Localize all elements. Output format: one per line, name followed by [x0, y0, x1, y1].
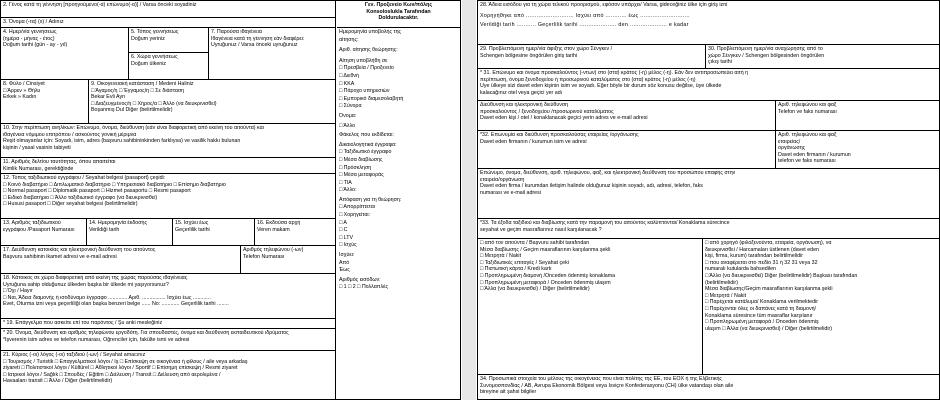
field-32-phone-label-tr: Davet eden firmanın / kurumun — [778, 151, 851, 158]
side-supporting-docs: Δικαιολογητικά έγγραφα: — [339, 141, 397, 148]
consulate-header — [337, 1, 460, 28]
field-14-issue-date[interactable] — [87, 219, 173, 246]
field-12-options-2: □ Ειδικό διαβατήριο □ Άλλο ταξιδιωτικό έγγραφο (να διευκρινισθεί) — [3, 194, 158, 201]
field-7-sub: Ιθαγένεια κατά τη γέννηση εάν διαφέρει: — [211, 35, 305, 42]
field-29-label-tr: Schengen bölgesine öngörülen giriş tarihi — [480, 52, 578, 59]
field-8-label: 8. Φύλο / Cinsiyet — [3, 81, 45, 87]
field-33-cost-coverage — [478, 219, 939, 239]
consulate-header-line-1: Γεν. Προξενείο Κων/πόλης — [364, 2, 433, 8]
field-33-sponsor-all-costs-tr: Konaklama süresince tüm masraflar karşılanır — [705, 312, 813, 319]
field-31-phone-label: Αριθ. τηλεφώνου και φαξ — [778, 102, 837, 108]
side-file: Φάκελος που εκδίδεται: — [339, 132, 394, 139]
field-17-home-address[interactable] — [1, 246, 241, 274]
field-32-phone-label-3: οργάνωσης — [778, 145, 806, 152]
field-33-sponsor-cash[interactable]: □ Μετρητά / Nakit — [705, 292, 747, 299]
field-33-applicant-prepaid-stay[interactable]: □ Προπληρωμένη διαμονή /Önceden ödenmiş konaklama — [480, 272, 616, 279]
field-17-label-tr: Başvuru sahibinin ikamet adresi ve e-mail adresi — [3, 253, 117, 260]
field-33-label-tr: seyahat ve geçim masraflarınız nasıl karşılanacak ? — [480, 226, 602, 233]
field-9-options-2: □ Διαζευγμένος/η □ Χήρος/α □ Άλλο (να διευκρινισθεί) — [91, 100, 217, 107]
field-19-occupation[interactable] — [1, 319, 335, 329]
side-name: Όνομα: — [339, 112, 357, 119]
field-21-options-4: Havaalanı transit □ Άλλο / Diğer (belirtilmelidir) — [3, 378, 113, 385]
field-30-label-tr-2: çıkış tarihi — [708, 59, 732, 66]
field-21-label: 21. Κύριος (-οι) λόγος (-οι) ταξιδιού (-ων) / Seyahat amacınız — [3, 352, 146, 358]
side-submitted-at: Αίτηση υποβλήθη σε — [339, 57, 388, 64]
field-31-address-label-2: προσκαλούντος / ξενοδοχείου /προσωρινού καταλύματος — [480, 108, 614, 115]
field-15-valid-until[interactable] — [173, 219, 255, 246]
field-33-sponsor-option-3: kişi, firma, kurum) tarafından belirtilmelidir — [705, 253, 804, 260]
side-doc-travel[interactable]: □ Ταξιδιωτικό έγγραφο — [339, 149, 392, 156]
field-12-label: 12. Τύπος ταξιδιωτικού εγγράφου / Seyahat belgesi (pasaport) çeşidi: — [3, 175, 166, 181]
field-32-label: *32. Επωνυμία και διεύθυνση προσκαλούσας εταιρείας /οργάνωσης — [480, 132, 639, 138]
field-2-label: 2. Γένος κατά τη γέννηση [προηγούμενο(-α) επώνυμο(-α)] / Varsa önceki soyadiniz — [3, 2, 197, 8]
field-18-residence[interactable] — [1, 274, 335, 319]
field-33-by-sponsor[interactable] — [703, 239, 939, 375]
field-4-birth-date[interactable] — [1, 28, 129, 80]
field-31-address-label: Διεύθυνση και ηλεκτρονική διεύθυνση — [480, 102, 569, 108]
form-page-2 — [477, 0, 940, 400]
field-32-contact-label: Επώνυμο, όνομα, διεύθυνση, αριθ. τηλεφώνου, φαξ, και ηλεκτρονική διεύθυνση του προσώπου επαφής στην — [480, 170, 736, 176]
field-32-contact-person[interactable] — [478, 169, 939, 219]
field-31-label-tr-2: kalacağınız otel veya geçici yer adı — [480, 89, 563, 96]
field-32-phone-label-2: εταιρείας/ — [778, 138, 801, 145]
field-15-label-tr: Geçerlilik tarihi — [175, 226, 210, 233]
field-12-options-1-tr: □ Normal pasaport □ Diplomatik pasaport □ Hizmet pasaportu □ Resmi pasaport — [3, 188, 191, 195]
field-20-employer[interactable] — [1, 329, 335, 351]
field-4-label: 4. Ημερ/νία γεννήσεως — [3, 29, 57, 35]
page-gap — [462, 0, 476, 400]
field-8-options: □ Άρρεν » Θήλυ — [3, 87, 41, 94]
field-14-label: 14. Ημερομηνία έκδοσης — [89, 220, 147, 226]
field-12-options-1: □ Κοινό διαβατήριο □ Διπλωματικό διαβατήριο □ Υπηρεσιακό διαβατήριο □ Επίσημο διαβατήριο — [3, 181, 226, 188]
side-opt-refused[interactable]: □ Απορρίπτεται — [339, 204, 376, 211]
side-submission-date-2: αίτησης: — [339, 36, 359, 43]
field-3-first-name[interactable] — [1, 18, 335, 28]
side-opt-valid[interactable]: □ Ισχύς — [339, 242, 357, 249]
field-16-issuing-authority[interactable] — [255, 219, 335, 246]
field-34-eu-family-member[interactable] — [478, 375, 939, 400]
field-10-label-tr-2: kişinin / yasal vasinin tabiyeti — [3, 144, 71, 151]
field-10-label-1: 10. Στην περίπτωση ανηλίκων: Επώνυμο, όνομα, διεύθυνση (εάν είναι διαφορετική από εκείνη του αιτούντα) και — [3, 125, 264, 131]
field-30-label-tr-1: χώρο Σένγκεν / Schengen bölgesinden öngörülen — [708, 52, 825, 59]
field-33-applicant-cheques[interactable]: □ Ταξιδιωτικές επιταγές / Seyahat çeki — [480, 259, 569, 266]
field-28-issued-by: Χορηγήθηκε από ........................... Ισχύει από ............ έως ............................ — [480, 12, 690, 19]
field-6-label-tr: Doğum ülkeniz — [131, 60, 167, 67]
field-33-sponsor-option[interactable]: □ από χορηγό (φιλοξενούντα, εταιρεία, οργάνωση), να — [705, 240, 832, 246]
field-18-option-yes-tr: Evet, Oturma izni veya geçerliliği olan başka benzeri belge ...... No: ............ Geçerlilik tarihi ........ — [3, 301, 229, 308]
field-5-label-tr: Doğum yeriniz — [131, 35, 165, 42]
field-19-label: * 19. Επάγγελμα που ασκείτε επί του παρόντος / Şu anki mesleğiniz — [3, 320, 163, 326]
field-31-phone-label-tr: Telefon ve faks numarası — [778, 108, 837, 115]
field-8-options-tr: Erkek » Kadın — [3, 94, 37, 101]
field-30-label: 30. Προβλεπόμενη ημερ/νία αναχώρησης από το — [708, 46, 823, 52]
field-32-phone-label-tr-2: telefon ve faks numarası — [778, 158, 836, 165]
field-33-sponsor-field-ref-2: numaralı kutularda bahsedilen — [705, 266, 776, 273]
field-18-option-yes: □ Ναι, Άδεια διαμονής ή ισοδύναμο έγγραφο ............. Αριθ. ................ Ισχύει έως ............ — [3, 294, 211, 301]
side-opt-intermediary[interactable]: □ Εμπορικό διαμεσολαβητή — [339, 95, 404, 102]
field-32-inviting-company[interactable] — [478, 131, 776, 169]
consulate-header-line-2: Konsoloslukla Tarafından — [366, 8, 431, 15]
side-opt-kka[interactable]: □ ΚΚΑ — [339, 80, 355, 87]
field-32-label-tr: Davet eden firmanın / kurumun isim ve adresi — [480, 138, 587, 145]
field-33-sponsor-prepaid-transport[interactable]: □ Προπληρωμένη μεταφορά / Önceden ödenmiş — [705, 319, 819, 326]
field-28-issued-by-tr: Verildiği tarih ........... Geçerlilik tarihi ..................... den ..................... e kadar — [480, 22, 689, 29]
field-33-sponsor-other-2: (belirtilmelidir) — [705, 279, 738, 286]
consulate-header-line-3: Doldurulacaktır. — [378, 15, 419, 22]
consulate-fields — [337, 28, 460, 293]
field-5-birth-place[interactable] — [129, 28, 209, 53]
field-33-applicant-card[interactable]: □ Πιστωτική κάρτα / Kredi kartı — [480, 266, 552, 273]
field-18-label: 18. Κάτοικος σε χώρα διαφορετική από εκείνη της χώρας παρούσας ιθαγένειας — [3, 275, 188, 281]
field-21-options-2: ziyareti □ Πολιτιστικοί λόγοι / Kültürel □ Αθλητικοί λόγοι / Sportif □ Επίσημη επίσκεψη / Resmi ziyaret — [3, 365, 238, 372]
field-33-applicant-other[interactable]: □ Άλλα (να διευκρινισθεί) / Diğer (belirtilmelidir) — [480, 286, 590, 293]
field-21-travel-purpose[interactable] — [1, 351, 335, 400]
field-10-label-tr-1: Reşit olmayanlar için: Soyadı, isim, adres (başvuru sahibininkinden farklıysa) ve vasilik hakkı bulunan — [3, 138, 241, 145]
side-doc-transport[interactable]: □ Μέσα μεταφοράς — [339, 172, 384, 179]
field-33-label: *33. Τα έξοδα ταξιδιού και διαβίωσης κατά την παραμονή του αιτούντος καλύπτονται/ Konaklama sürecince — [480, 220, 730, 226]
field-3-label: 3. Όνομα (-τα) (x) / Adınız — [3, 19, 64, 25]
field-20-label: * 20. Όνομα, διεύθυνση και αριθμός τηλεφώνου εργοδότη. Για σπουδαστές, όνομα και διεύθυνση εκπαιδευτικού ιδρύματος — [3, 330, 289, 336]
field-34-label-tr-2: bireyine ait şahsi bilgiler — [480, 389, 537, 396]
field-20-label-tr: *İşverenin isim adres ve telefon numarası, Öğrenciler için, fakülte ismi ve adresi — [3, 336, 190, 343]
field-17-label: 17. Διεύθυνση κατοικίας και ηλεκτρονική διεύθυνση του αιτούντος — [3, 247, 156, 253]
side-opt-ltv[interactable]: □ LTV — [339, 234, 353, 241]
side-opt-c[interactable]: □ C — [339, 227, 348, 234]
field-9-options-1: □ Άγαμος/η □ Έγγαμος/η □ Σε διάσταση — [91, 87, 185, 94]
field-11-label: 11. Αριθμός δελτίου ταυτότητας, όπου απαιτείται — [3, 159, 116, 165]
field-18-label-tr: Uyruğuna sahip olduğunuz ülkeden başka bir ülkede mi yaşıyorsunuz? — [3, 281, 169, 288]
field-7-nationality[interactable] — [209, 28, 335, 80]
field-17-phone-label-tr: Telefon Numarası — [243, 253, 285, 260]
field-33-applicant-option[interactable]: □ από τον αιτούντα / Başvuru sahibi tarafından — [480, 240, 590, 246]
field-16-label: 16. Εκδούσα αρχή — [257, 220, 301, 226]
field-13-label-tr: εγγράφου /Pasaport Numarası — [3, 226, 75, 233]
field-31-label-1: * 31. Επώνυμο και όνομα προσκαλούντος (-ντων) στο (στα) κράτος (-η) μέλος (-η). Εάν δεν αντιπροσωπεύει αιτή η — [480, 70, 749, 76]
field-12-travel-document-type[interactable] — [1, 174, 335, 219]
field-33-applicant-cash[interactable]: □ Μετρητά / Nakit — [480, 253, 522, 260]
field-17-phone[interactable] — [241, 246, 335, 274]
side-from: Από — [339, 259, 350, 266]
field-31-address-label-tr: Davet eden kişi / otel / konaklanacak geçici yerin adres ve e-mail adresi — [480, 115, 648, 122]
field-33-sponsor-other[interactable]: □ Άλλο (να διευκρινισθεί) Diğer (belirtilmelidir) Başkası tarafından — [705, 272, 858, 279]
field-33-sponsor-other-means[interactable]: ulaşım □ Άλλα (να διευκρινισθεί) / Diğer (belirtilmelidir) — [705, 325, 833, 332]
field-14-label-tr: Verildiği tarih — [89, 226, 120, 233]
side-doc-tia[interactable]: □ ΤΙΑ — [339, 179, 352, 186]
side-doc-means[interactable]: □ Μέσα διαβίωσης — [339, 156, 383, 163]
side-application-number: Αριθ. αίτησης θεώρησης: — [339, 47, 398, 54]
field-6-label: 6. Χώρα γεννήσεως — [131, 54, 178, 60]
field-9-options-1-tr: Bekar Evli Ayrı — [91, 94, 126, 101]
field-7-label-tr: Uyruğunuz / Varsa önceki uyruğunuz — [211, 42, 298, 49]
field-32-contact-label-2: εταιρεία/οργάνωση — [480, 176, 525, 183]
field-31-inviter-phone[interactable] — [776, 101, 939, 131]
field-11-id-number[interactable] — [1, 158, 335, 174]
field-28-label: 28. Άδεια εισόδου για τη χώρα τελικού προορισμού, εφόσον υπάρχει/ Varsa, gideceğiniz ülke için giriş izni — [480, 2, 728, 8]
field-8-sex[interactable] — [1, 80, 89, 124]
field-13-passport-number[interactable] — [1, 219, 87, 246]
field-32-company-phone[interactable] — [776, 131, 939, 169]
field-33-applicant-prepaid-transport[interactable]: □ Προπληρωμένη μεταφορά / Önceden ödenmiş ulaşım — [480, 279, 611, 286]
field-15-label: 15. Ισχύει έως — [175, 220, 209, 226]
field-30-departure-date[interactable] — [706, 45, 939, 69]
field-33-by-applicant[interactable] — [478, 239, 703, 375]
side-opt-other[interactable]: □ Άλλο — [339, 122, 356, 129]
side-opt-border[interactable]: □ Σύνορα — [339, 103, 362, 110]
field-31-inviting-person[interactable] — [478, 69, 939, 101]
field-32-phone-label: Αριθ. τηλεφώνου και φαξ — [778, 132, 837, 138]
field-16-label-tr: Veren makam — [257, 226, 290, 233]
field-5-label: 5. Τόπος γεννήσεως — [131, 29, 179, 35]
field-32-contact-label-tr: Davet eden firma / kurumdan iletişim halinde olduğunuz kişinin soyadı, adı, adresi, telefon, faks — [480, 183, 703, 190]
side-doc-invitation[interactable]: □ Πρόσκληση — [339, 164, 372, 171]
field-33-sponsor-field-ref[interactable]: □ που αναφέρεται στο πεδίο 31 ή 32 31 veya 32 — [705, 259, 818, 266]
field-4-label-tr: Doğum tarihi (gün - ay - yıl) — [3, 42, 68, 49]
field-13-label: 13. Αριθμός ταξιδιωτικού — [3, 220, 61, 226]
side-opt-international[interactable]: □ Διεθνή — [339, 72, 359, 79]
field-28-entry-permit[interactable] — [478, 1, 939, 45]
field-9-label: 9. Οικογενειακή κατάσταση / Medeni Haliniz — [91, 81, 194, 87]
field-33-sponsor-all-costs[interactable]: □ Παρέχονται όλες οι δαπάνες κατά τη διαμονή/ — [705, 305, 817, 312]
field-17-phone-label: Αριθμός τηλεφώνου (-ων) — [243, 247, 304, 253]
field-31-label-tr-1: Üye ülkeye sizi davet eden kişinin isim ve soyadı. Eğer böyle bir durum söz konusu değilse, üye ülkede — [480, 83, 722, 90]
field-31-inviter-address[interactable] — [478, 101, 776, 131]
side-opt-embassy[interactable]: □ Πρεσβεία / Προξενείο — [339, 65, 394, 72]
field-32-contact-label-tr-2: numarası ve e-mail adresi — [480, 189, 541, 196]
field-4-format: (ημέρα - μήνας - έτος) — [3, 35, 55, 42]
field-34-label-tr: Συνομοσπονδίας / AB, Avrupa Ekonomik Bölgesi veya İsviçre Konfederasyonu (CH) ülke vatandaşı olan aile — [480, 382, 734, 389]
side-submission-date: Ημερομηνία υποβολής της — [339, 29, 402, 35]
field-21-options-1: □ Τουρισμός / Turistik □ Επαγγελματικοί λόγοι / Iş □ Επίσκεψη σε οικογένεια ή φίλους / aile veya arkadaş — [3, 358, 248, 365]
field-9-options-2-tr: Boşanmış Dul Diğer (belirtilmelidir) — [91, 107, 173, 114]
field-2-birth-surname[interactable] — [1, 1, 335, 18]
field-29-arrival-date[interactable] — [478, 45, 706, 69]
side-entries: Αριθμός εισόδων: — [339, 276, 381, 283]
field-10-label-2: ιθαγένεια νόμιμου επιτρόπου / ασκούντος γονική μέριμνα — [3, 131, 137, 138]
field-18-option-no: □ Όχι / Hayır — [3, 288, 33, 295]
field-7-label: 7. Παρούσα ιθαγένεια — [211, 29, 262, 35]
field-11-label-tr: Kimlik Numarası, gerektiğinde — [3, 165, 74, 172]
side-opt-service-provider[interactable]: □ Πάροχο υπηρεσιών — [339, 88, 390, 95]
applicant-section — [1, 1, 336, 399]
consulate-use-panel — [337, 1, 460, 399]
field-21-options-3: □ Ιατρικοί λόγοι / Sağlık □ Σπουδές / Eğitim □ Διέλευση / Transit □ Διέλευση από αερολιμένα / — [3, 371, 221, 378]
side-opt-a[interactable]: □ A — [339, 219, 347, 226]
field-33-sponsor-accommodation[interactable]: □ Παρέχεται κατάλυμα/ Konaklama verilmektedir — [705, 299, 818, 306]
side-opt-issued[interactable]: □ Χορηγείται: — [339, 212, 371, 219]
side-entries-options[interactable]: □ 1 □ 2 □ Πολλαπλές — [339, 284, 389, 291]
form-page-1 — [0, 0, 461, 400]
field-29-label: 29. Προβλεπόμενη ημερ/νία άφιξης στον χώρο Σένγκεν / — [480, 46, 613, 52]
side-doc-other[interactable]: □ Άλλο: — [339, 187, 357, 194]
field-6-birth-country[interactable] — [129, 53, 209, 80]
field-12-options-2-tr: □ Hususi pasaport □ Diğer seyahat belgesi (belirtilmelidir) — [3, 201, 138, 208]
side-visa-decision: Απόφαση για τη θεώρηση: — [339, 196, 402, 203]
field-31-label-2: περίπτωση, όνομα ξενοδοχείου ή προσωρινού καταλύματος στο (στα) κράτος (-η) μέλος (-η) — [480, 76, 696, 83]
field-34-label: 34. Προσωπικά στοιχεία του μέλους της οικογένειας που είναι πολίτης της ΕΕ, του ΕΟΧ ή της Ελβετικής — [480, 376, 722, 382]
field-33-applicant-means: Μέσα διαβίωσης / Geçim masraflarının karşılanma şekli — [480, 246, 611, 253]
side-until: Έως — [339, 267, 350, 274]
field-9-marital-status[interactable] — [89, 80, 335, 124]
field-33-sponsor-means: Μέσα διαβίωσης/Geçim masraflarının karşılanma şekli — [705, 286, 833, 293]
side-validity: Ισχύει: — [339, 252, 355, 259]
field-33-sponsor-option-2: διευκρινισθεί / Harcamaları üstlenen (davet eden — [705, 246, 820, 253]
field-10-guardian[interactable] — [1, 124, 335, 158]
